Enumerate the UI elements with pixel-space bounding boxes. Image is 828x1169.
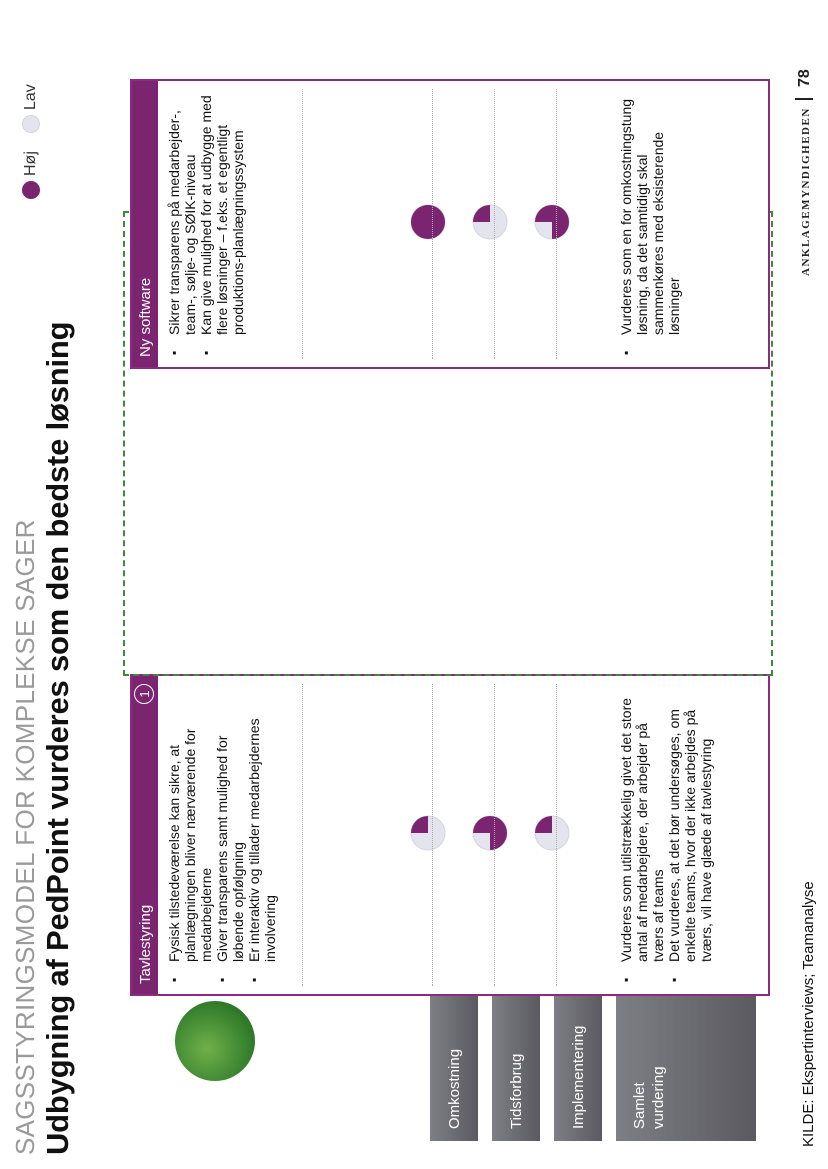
source-note: KILDE: Ekspertinterviews; Teamanalyse (800, 881, 817, 1147)
divider (556, 89, 557, 359)
cost-rating-icon (410, 204, 446, 240)
option-name: Tavlestyring (136, 904, 154, 984)
rating-fill (473, 205, 490, 222)
divider (302, 89, 303, 359)
assessment-bullet: ▪ Vurderes som utilstrækkelig givet det store antal af medarbejdere, der arbejder på tværs af teams (618, 687, 666, 982)
high-dot-icon (22, 181, 40, 199)
option-panel-tavlestyring (130, 674, 770, 996)
legend-high-label: Høj (22, 151, 39, 176)
slide-subtitle: SAGSSTYRINGSMODEL FOR KOMPLEKSE SAGER (10, 519, 40, 1155)
green-status-circle-icon (175, 1001, 255, 1081)
slide-title: Udbygning af PedPoint vurderes som den bedste løsning (40, 321, 75, 1155)
row-label-impl: Implementering (554, 996, 602, 1141)
rating-fill (411, 205, 445, 239)
row-label-cost: Omkostning (430, 996, 478, 1141)
option-panel-ny-software (130, 79, 770, 369)
description-bullet: ▪ Sikrer transparens på medarbejder-, team-, sølje- og SØIK-niveau (166, 90, 198, 355)
assessment-bullet: ▪ Det vurderes, at det bør undersøges, om enkelte teams, hvor der ikke arbejdes på tværs, vil have glæde af tavlestyring (666, 687, 714, 982)
row-label-total-line2: vurdering (650, 1066, 667, 1129)
option-assessment-list (618, 687, 714, 982)
footer-divider (795, 98, 813, 100)
option-name: Ny software (136, 277, 154, 357)
divider (302, 684, 303, 986)
rating-fill (411, 816, 428, 833)
assessment-bullet: ▪ Vurderes som en for omkostningstung løsning, da det samtidigt skal sammenkøres med eksisterende løsninger (618, 90, 682, 355)
divider (494, 89, 495, 359)
time-rating-icon (472, 204, 508, 240)
legend-low (22, 84, 40, 133)
rating-fill (535, 816, 552, 833)
cost-rating-icon (410, 815, 446, 851)
option-description-list (166, 90, 246, 355)
description-bullet: ▪ Kan give mulighed for at udbygge med flere løsninger – f.eks. et egentligt produktions-planlægningssystem (198, 90, 246, 355)
page-number: 78 (796, 69, 813, 87)
option-header (132, 81, 158, 367)
divider (556, 684, 557, 986)
legend-low-label: Lav (22, 84, 39, 110)
row-label-total-line1: Samlet (631, 1082, 648, 1129)
option-description-list (166, 687, 278, 982)
legend-high (22, 151, 40, 199)
divider (432, 89, 433, 359)
impl-rating-icon (534, 815, 570, 851)
option-assessment-list (618, 90, 682, 355)
impl-rating-icon (534, 204, 570, 240)
low-dot-icon (22, 115, 40, 133)
divider (432, 684, 433, 986)
option-number-badge: 1 (134, 684, 154, 704)
row-label-time: Tidsforbrug (492, 996, 540, 1141)
description-bullet: ▪ Fysisk tilstedeværelse kan sikre, at planlægningen bliver nærværende for medarbejderne (166, 687, 214, 982)
description-bullet: ▪ Er interaktiv og tillader medarbejdernes involvering (246, 687, 278, 982)
time-rating-icon (472, 815, 508, 851)
row-label-total (616, 996, 756, 1141)
option-header (132, 676, 158, 994)
description-bullet: ▪ Giver transparens samt mulighed for løbende opfølgning (214, 687, 246, 982)
brand-wordmark: ANKLAGEMYNDIGHEDEN (800, 107, 812, 276)
divider (494, 684, 495, 986)
